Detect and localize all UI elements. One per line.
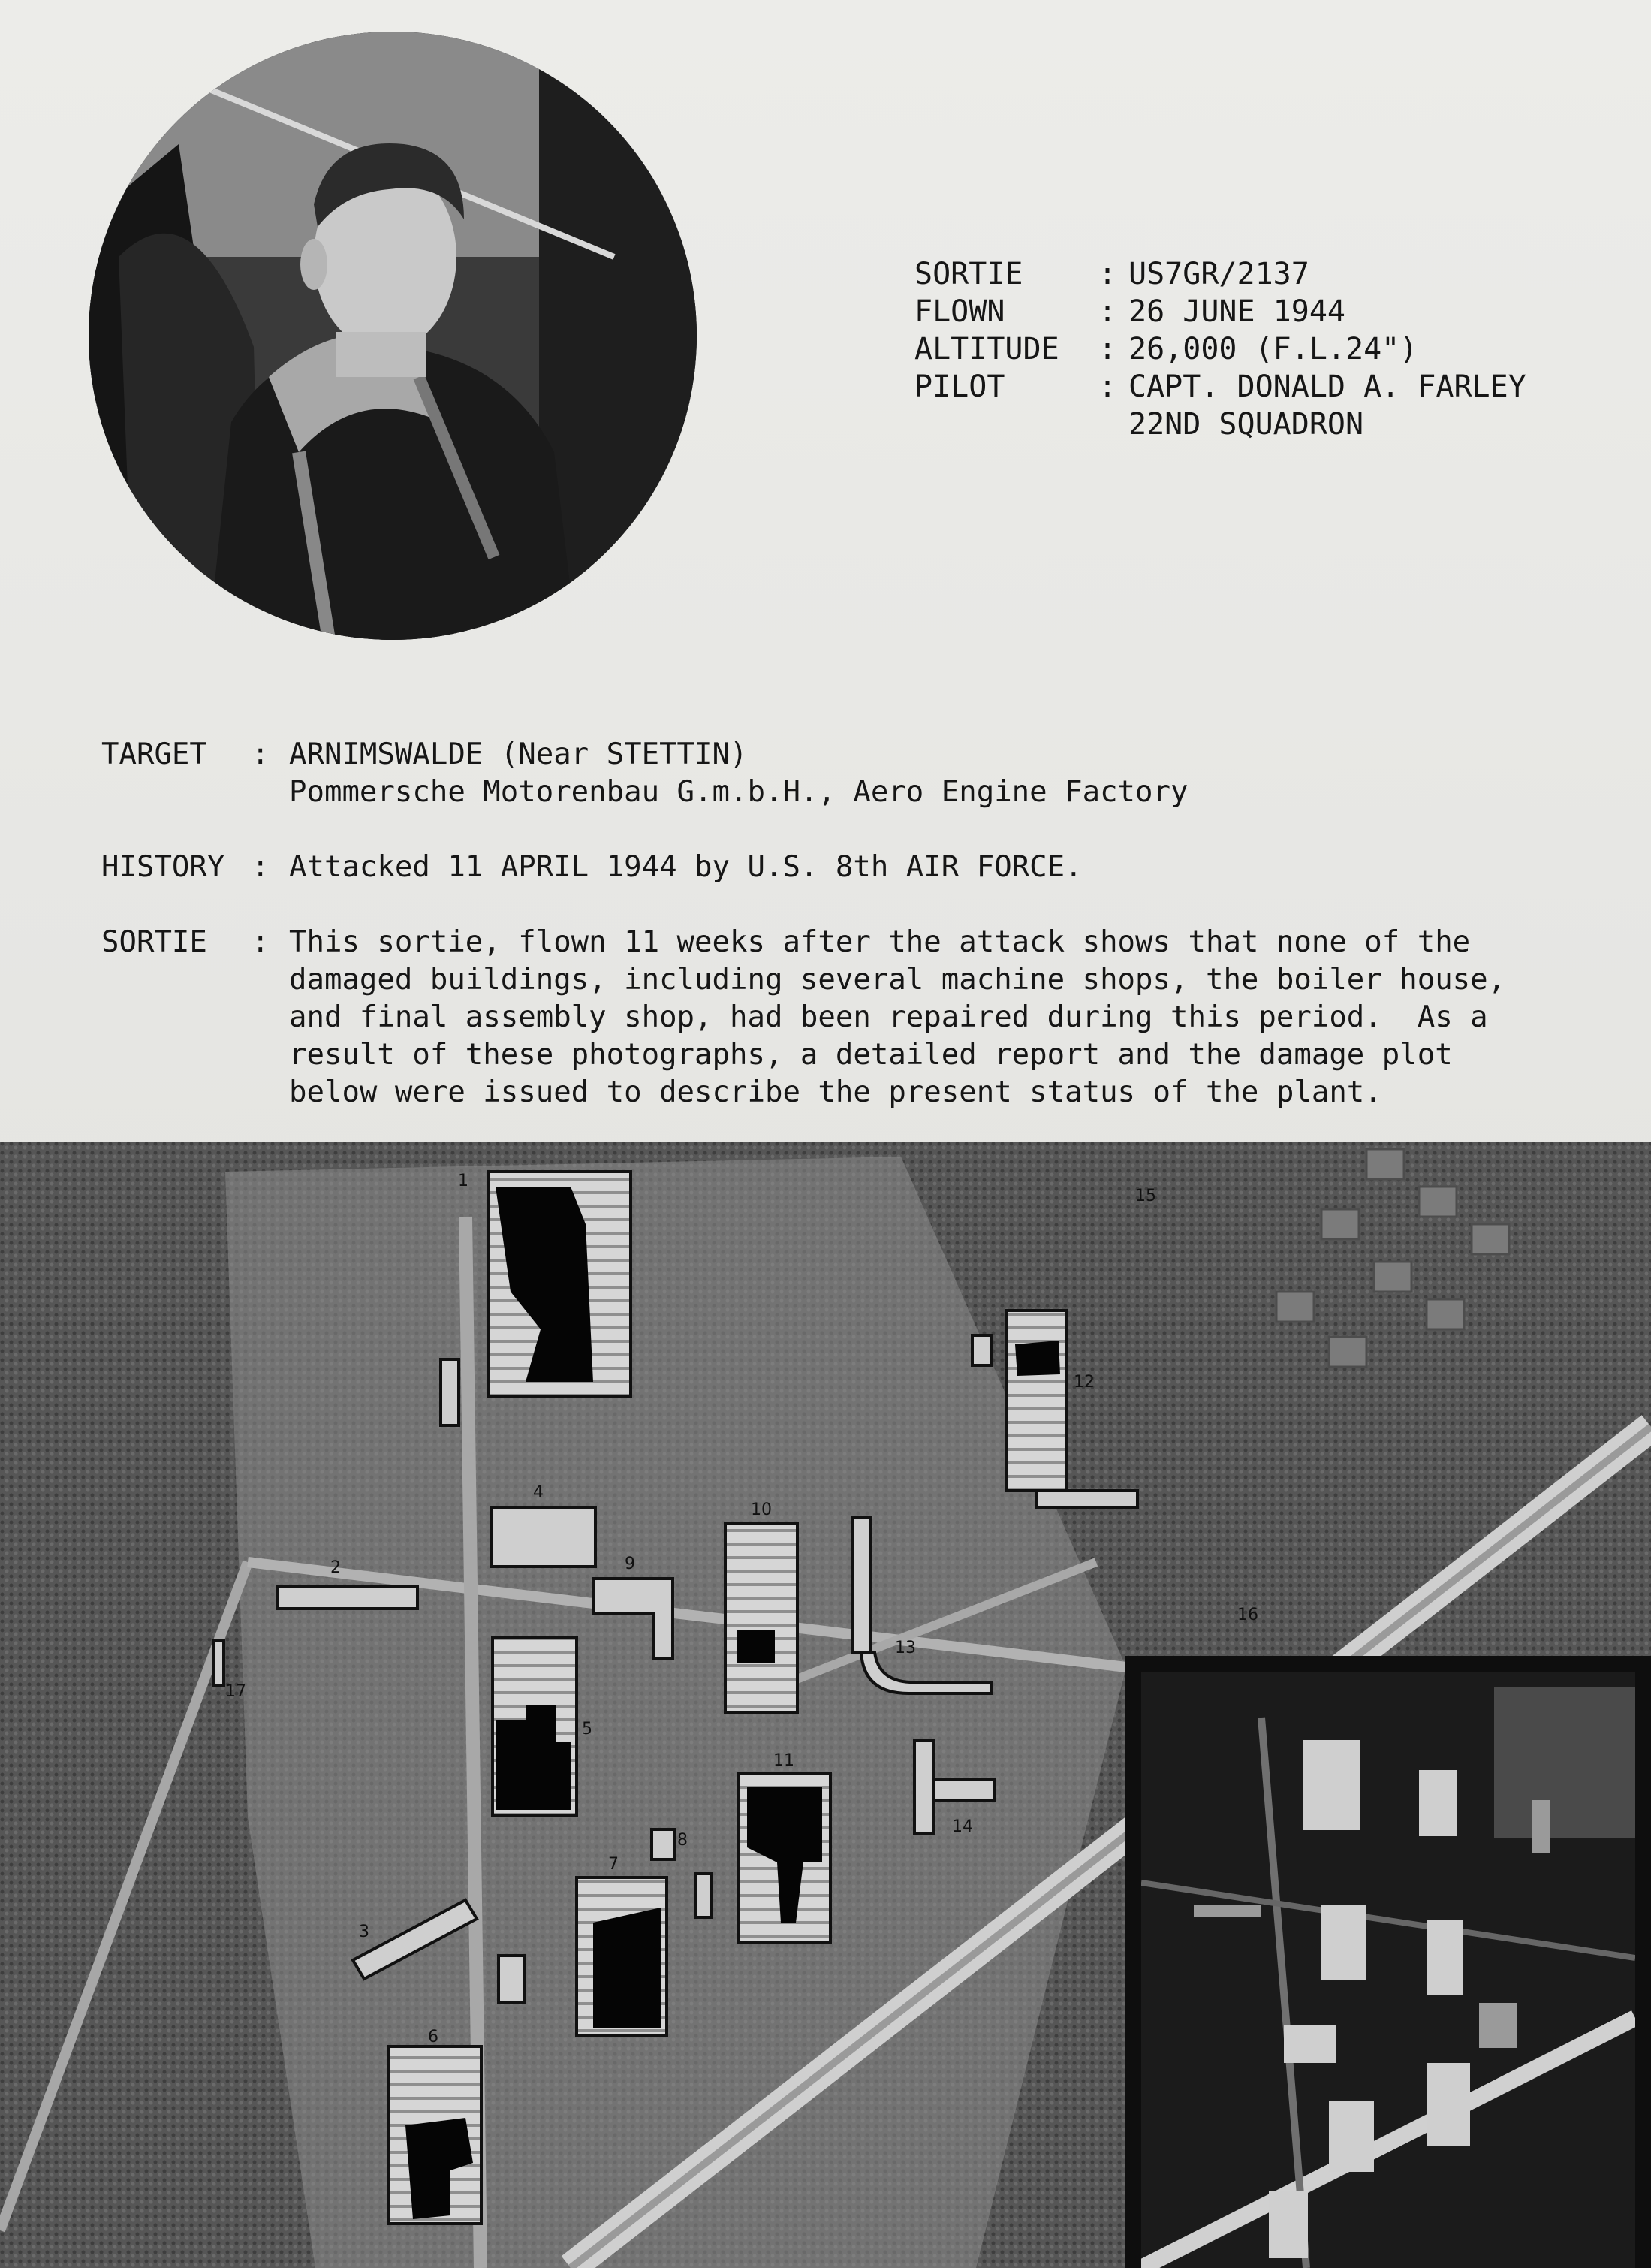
sortie-line: below were issued to describe the present status of the plant.: [289, 1075, 1382, 1109]
altitude-row: [914, 330, 1526, 368]
building-label: 2: [330, 1558, 341, 1577]
sortie-line: and final assembly shop, had been repaired during this period. As a: [289, 1000, 1488, 1034]
history-entry: [101, 849, 1603, 886]
building-10: [725, 1523, 797, 1712]
building-label: 7: [608, 1855, 619, 1874]
sortie-key: SORTIE: [914, 257, 1023, 291]
target-line-1: ARNIMSWALDE (Near STETTIN): [289, 737, 748, 771]
sortie-entry: [101, 924, 1603, 1111]
colon: :: [252, 850, 270, 884]
flown-value: 26 JUNE 1944: [1128, 294, 1345, 329]
sortie-info-block: [914, 255, 1526, 443]
building-8: [652, 1829, 674, 1859]
building-label: 1: [458, 1172, 468, 1190]
colon: :: [1098, 332, 1117, 366]
history-label: HISTORY: [101, 850, 225, 884]
sortie-line: result of these photographs, a detailed report and the damage plot: [289, 1038, 1453, 1072]
building-label: 12: [1074, 1373, 1095, 1392]
building-7: [577, 1877, 667, 2035]
squadron-key: [914, 406, 1098, 443]
target-label: TARGET: [101, 737, 207, 771]
pilot-portrait: [89, 32, 697, 640]
squadron-row: [914, 406, 1526, 443]
report-details: [101, 736, 1603, 1149]
building-5: [493, 1637, 577, 1816]
sortie-value: US7GR/2137: [1128, 257, 1309, 291]
sortie-row: [914, 255, 1526, 293]
building-17: [213, 1641, 224, 1686]
colon: :: [1098, 294, 1117, 329]
building-label: 8: [677, 1831, 688, 1850]
pilot-value: CAPT. DONALD A. FARLEY: [1128, 369, 1526, 404]
sortie-description: [289, 924, 1603, 1111]
building-label: 17: [225, 1682, 246, 1701]
inset-photo: [1141, 1672, 1635, 2268]
target-entry: [101, 736, 1603, 811]
altitude-key: ALTITUDE: [914, 332, 1059, 366]
building-11: [739, 1774, 830, 1942]
pilot-row: [914, 368, 1526, 406]
building-label: 13: [895, 1639, 916, 1657]
altitude-value: 26,000 (F.L.24"): [1128, 332, 1418, 366]
building-label: 9: [625, 1555, 635, 1573]
sortie-line: damaged buildings, including several machine shops, the boiler house,: [289, 963, 1506, 997]
building-label: 14: [952, 1817, 973, 1836]
building-label: 16: [1237, 1606, 1258, 1624]
building-label: 10: [751, 1500, 772, 1519]
inset-photo-graphic: [1141, 1672, 1635, 2268]
building-label: 11: [773, 1751, 794, 1770]
squadron-value: 22ND SQUADRON: [1128, 407, 1364, 442]
building-1: [488, 1172, 631, 1397]
flown-key: FLOWN: [914, 294, 1005, 329]
colon: :: [252, 737, 270, 771]
building-label: 5: [582, 1720, 592, 1739]
pilot-key: PILOT: [914, 369, 1005, 404]
colon: :: [1098, 257, 1117, 291]
building-4: [492, 1508, 595, 1567]
inset-photo-frame: [1125, 1656, 1651, 2268]
colon: :: [252, 925, 270, 959]
sortie-line: This sortie, flown 11 weeks after the attack shows that none of the: [289, 925, 1471, 959]
target-line-2: Pommersche Motorenbau G.m.b.H., Aero Engine Factory: [289, 775, 1189, 809]
pilot-photo-graphic: [89, 32, 697, 640]
flown-row: [914, 293, 1526, 330]
target-value: [289, 736, 1603, 811]
building-label: 6: [428, 2028, 438, 2046]
building-label: 4: [533, 1483, 544, 1502]
sortie-label: SORTIE: [101, 925, 207, 959]
history-value: [289, 849, 1603, 886]
building-label: 3: [359, 1923, 369, 1941]
building-6: [388, 2046, 481, 2224]
history-text: Attacked 11 APRIL 1944 by U.S. 8th AIR FORCE.: [289, 850, 1083, 884]
building-2: [278, 1586, 417, 1609]
building-label: 15: [1135, 1187, 1156, 1205]
colon: :: [1098, 369, 1117, 404]
